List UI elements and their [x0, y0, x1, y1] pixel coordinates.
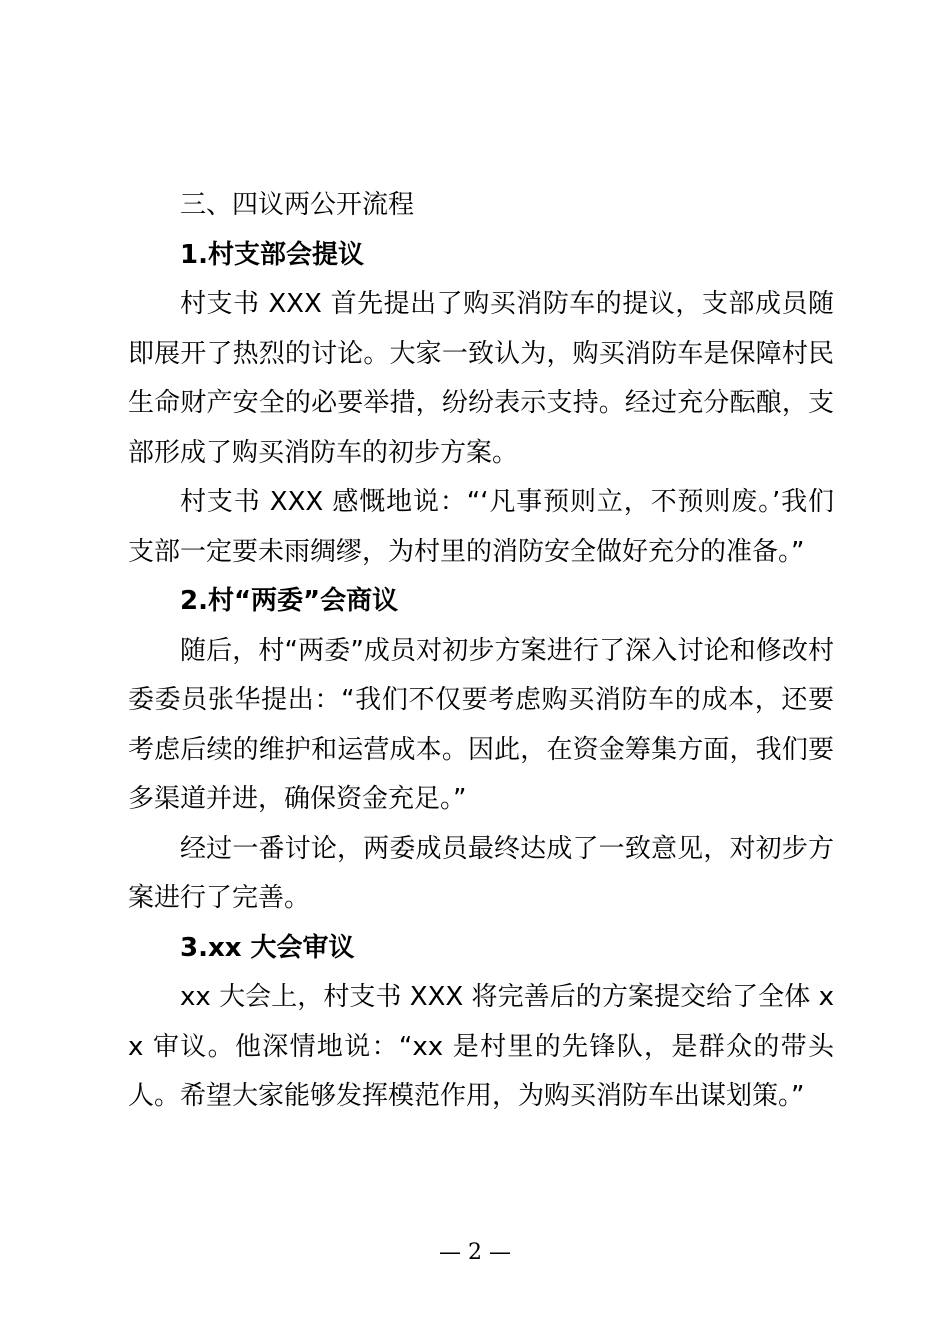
document-body: [128, 181, 834, 1122]
subheading-2: 2.村“两委”会商议: [180, 586, 399, 616]
paragraph-3: 随后，村“两委”成员对初步方案进行了深入讨论和修改村委委员张华提出：“我们不仅要考虑购买消防车的成本，还要考虑后续的维护和运营成本。因此，在资金筹集方面，我们要多渠道并进，确保资金充足。”: [128, 635, 834, 814]
paragraph-4: 经过一番讨论，两委成员最终达成了一致意见，对初步方案进行了完善。: [128, 833, 834, 913]
subheading-3: 3.xx 大会审议: [180, 932, 355, 963]
paragraph-5: xx 大会上，村支书 XXX 将完善后的方案提交给了全体 xx 审议。他深情地说：“xx 是村里的先锋队，是群众的带头人。希望大家能够发挥模范作用，为购买消防车出谋划策。”: [128, 982, 834, 1111]
subheading-1: 1.村支部会提议: [180, 239, 364, 270]
paragraph-1: 村支书 XXX 首先提出了购买消防车的提议，支部成员随即展开了热烈的讨论。大家一致认为，购买消防车是保障村民生命财产安全的必要举措，纷纷表示支持。经过充分酝酿，支部形成了购买消防车的初步方案。: [128, 289, 834, 468]
section-heading: 三、四议两公开流程: [180, 190, 415, 220]
paragraph-2: 村支书 XXX 感慨地说：“‘凡事预则立，不预则废。’我们支部一定要未雨绸缪，为村里的消防安全做好充分的准备。”: [128, 487, 834, 567]
page-number: — 2 —: [439, 1240, 511, 1265]
